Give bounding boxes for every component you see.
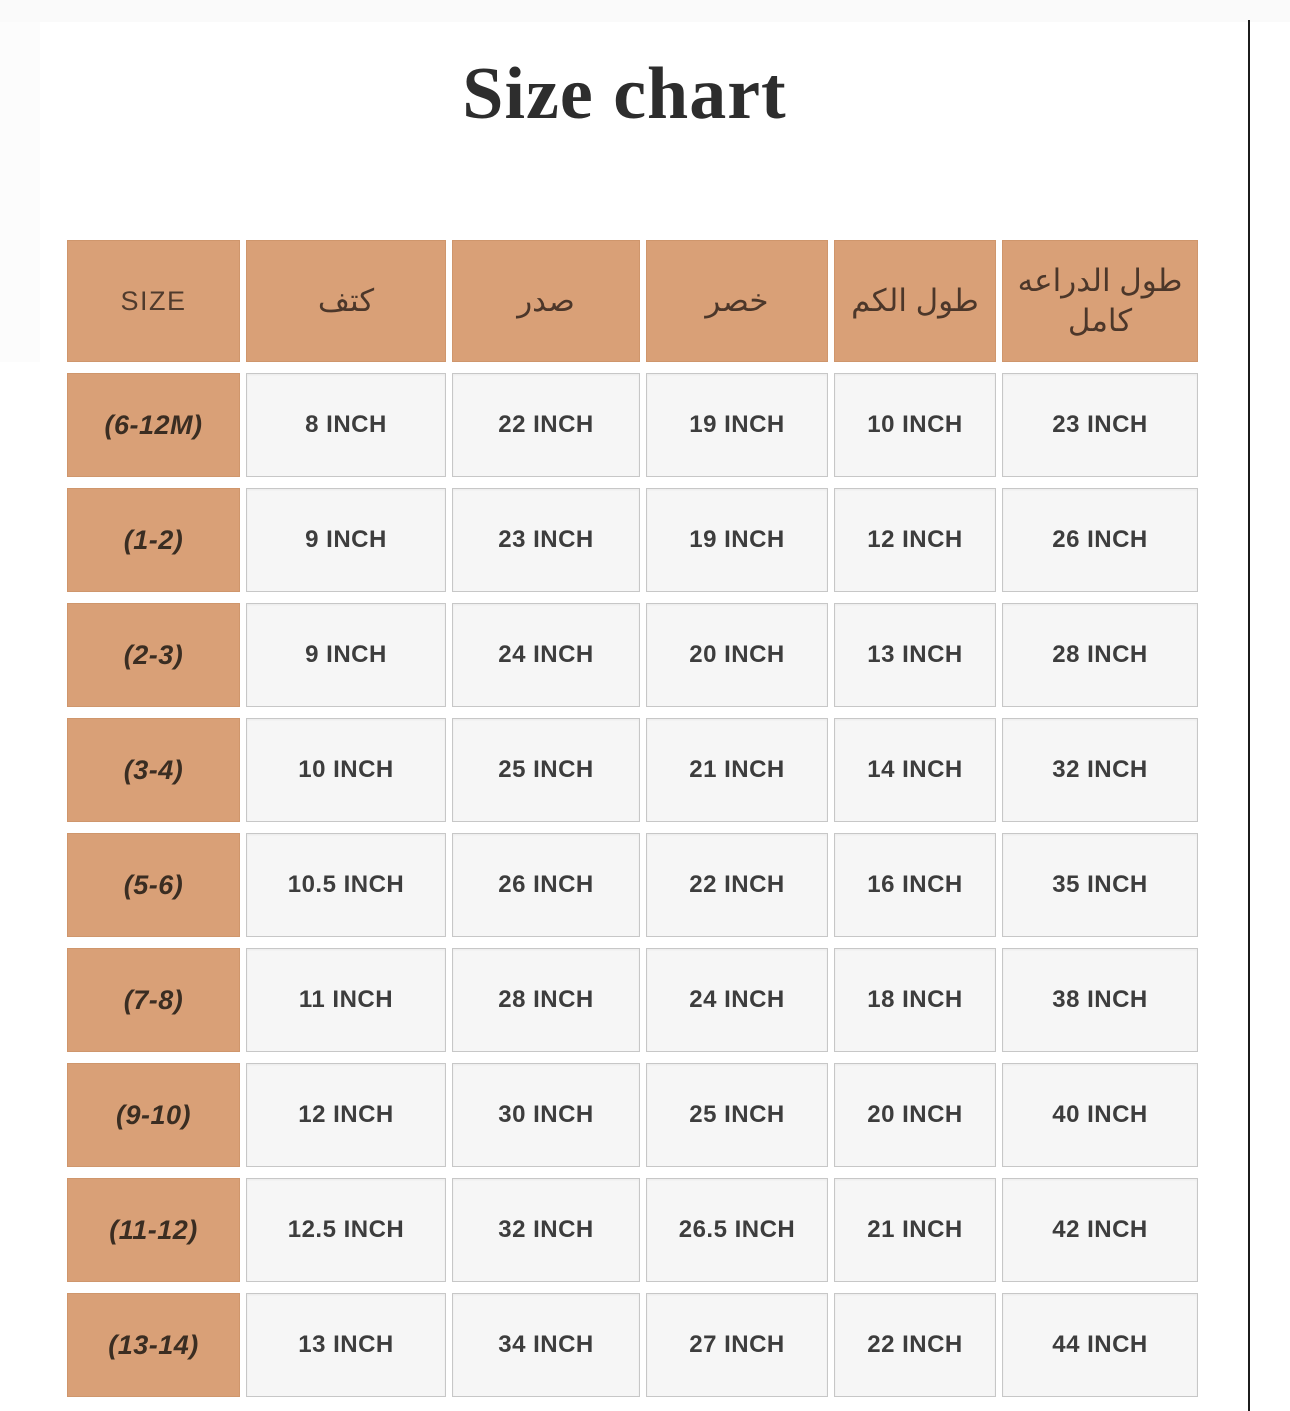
- measurement-cell: 26 INCH: [1002, 488, 1198, 592]
- measurement-cell: 12 INCH: [834, 488, 996, 592]
- measurement-cell: 38 INCH: [1002, 948, 1198, 1052]
- table-row: [67, 373, 1198, 477]
- page-title: Size chart: [462, 53, 787, 135]
- measurement-cell: 35 INCH: [1002, 833, 1198, 937]
- measurement-cell: 20 INCH: [646, 603, 828, 707]
- header-row: [67, 240, 1198, 362]
- measurement-cell: 21 INCH: [834, 1178, 996, 1282]
- measurement-cell: 22 INCH: [646, 833, 828, 937]
- table-row: [67, 603, 1198, 707]
- row-size-label: (6-12M): [67, 373, 240, 477]
- measurement-cell: 26.5 INCH: [646, 1178, 828, 1282]
- column-header-shoulder: كتف: [246, 240, 446, 362]
- measurement-cell: 10 INCH: [834, 373, 996, 477]
- measurement-cell: 34 INCH: [452, 1293, 640, 1397]
- column-header-size: SIZE: [67, 240, 240, 362]
- row-size-label: (3-4): [67, 718, 240, 822]
- measurement-cell: 32 INCH: [1002, 718, 1198, 822]
- measurement-cell: 10.5 INCH: [246, 833, 446, 937]
- measurement-cell: 13 INCH: [834, 603, 996, 707]
- row-size-label: (11-12): [67, 1178, 240, 1282]
- table-row: [67, 948, 1198, 1052]
- row-size-label: (1-2): [67, 488, 240, 592]
- measurement-cell: 16 INCH: [834, 833, 996, 937]
- measurement-cell: 28 INCH: [1002, 603, 1198, 707]
- measurement-cell: 8 INCH: [246, 373, 446, 477]
- measurement-cell: 25 INCH: [452, 718, 640, 822]
- measurement-cell: 24 INCH: [646, 948, 828, 1052]
- row-size-label: (13-14): [67, 1293, 240, 1397]
- measurement-cell: 24 INCH: [452, 603, 640, 707]
- measurement-cell: 32 INCH: [452, 1178, 640, 1282]
- column-header-chest: صدر: [452, 240, 640, 362]
- measurement-cell: 19 INCH: [646, 373, 828, 477]
- row-size-label: (2-3): [67, 603, 240, 707]
- measurement-cell: 44 INCH: [1002, 1293, 1198, 1397]
- measurement-cell: 12.5 INCH: [246, 1178, 446, 1282]
- measurement-cell: 9 INCH: [246, 603, 446, 707]
- table-row: [67, 488, 1198, 592]
- row-size-label: (7-8): [67, 948, 240, 1052]
- measurement-cell: 13 INCH: [246, 1293, 446, 1397]
- row-size-label: (9-10): [67, 1063, 240, 1167]
- measurement-cell: 26 INCH: [452, 833, 640, 937]
- measurement-cell: 10 INCH: [246, 718, 446, 822]
- measurement-cell: 27 INCH: [646, 1293, 828, 1397]
- measurement-cell: 30 INCH: [452, 1063, 640, 1167]
- measurement-cell: 23 INCH: [452, 488, 640, 592]
- measurement-cell: 22 INCH: [834, 1293, 996, 1397]
- measurement-cell: 11 INCH: [246, 948, 446, 1052]
- table-row: [67, 1293, 1198, 1397]
- measurement-cell: 12 INCH: [246, 1063, 446, 1167]
- measurement-cell: 42 INCH: [1002, 1178, 1198, 1282]
- column-header-full-sleeve-length: طول الدراعه كامل: [1002, 240, 1198, 362]
- measurement-cell: 23 INCH: [1002, 373, 1198, 477]
- column-header-sleeve-length: طول الكم: [834, 240, 996, 362]
- table-row: [67, 833, 1198, 937]
- measurement-cell: 22 INCH: [452, 373, 640, 477]
- measurement-cell: 19 INCH: [646, 488, 828, 592]
- measurement-cell: 21 INCH: [646, 718, 828, 822]
- table-row: [67, 1178, 1198, 1282]
- row-size-label: (5-6): [67, 833, 240, 937]
- table-row: [67, 718, 1198, 822]
- measurement-cell: 40 INCH: [1002, 1063, 1198, 1167]
- measurement-cell: 25 INCH: [646, 1063, 828, 1167]
- measurement-cell: 9 INCH: [246, 488, 446, 592]
- measurement-cell: 28 INCH: [452, 948, 640, 1052]
- measurement-cell: 20 INCH: [834, 1063, 996, 1167]
- table-row: [67, 1063, 1198, 1167]
- page-right-border-line: [1248, 20, 1250, 1411]
- measurement-cell: 14 INCH: [834, 718, 996, 822]
- measurement-cell: 18 INCH: [834, 948, 996, 1052]
- column-header-waist: خصر: [646, 240, 828, 362]
- size-chart-table: [61, 229, 1204, 1408]
- top-edge-band: [0, 0, 1290, 22]
